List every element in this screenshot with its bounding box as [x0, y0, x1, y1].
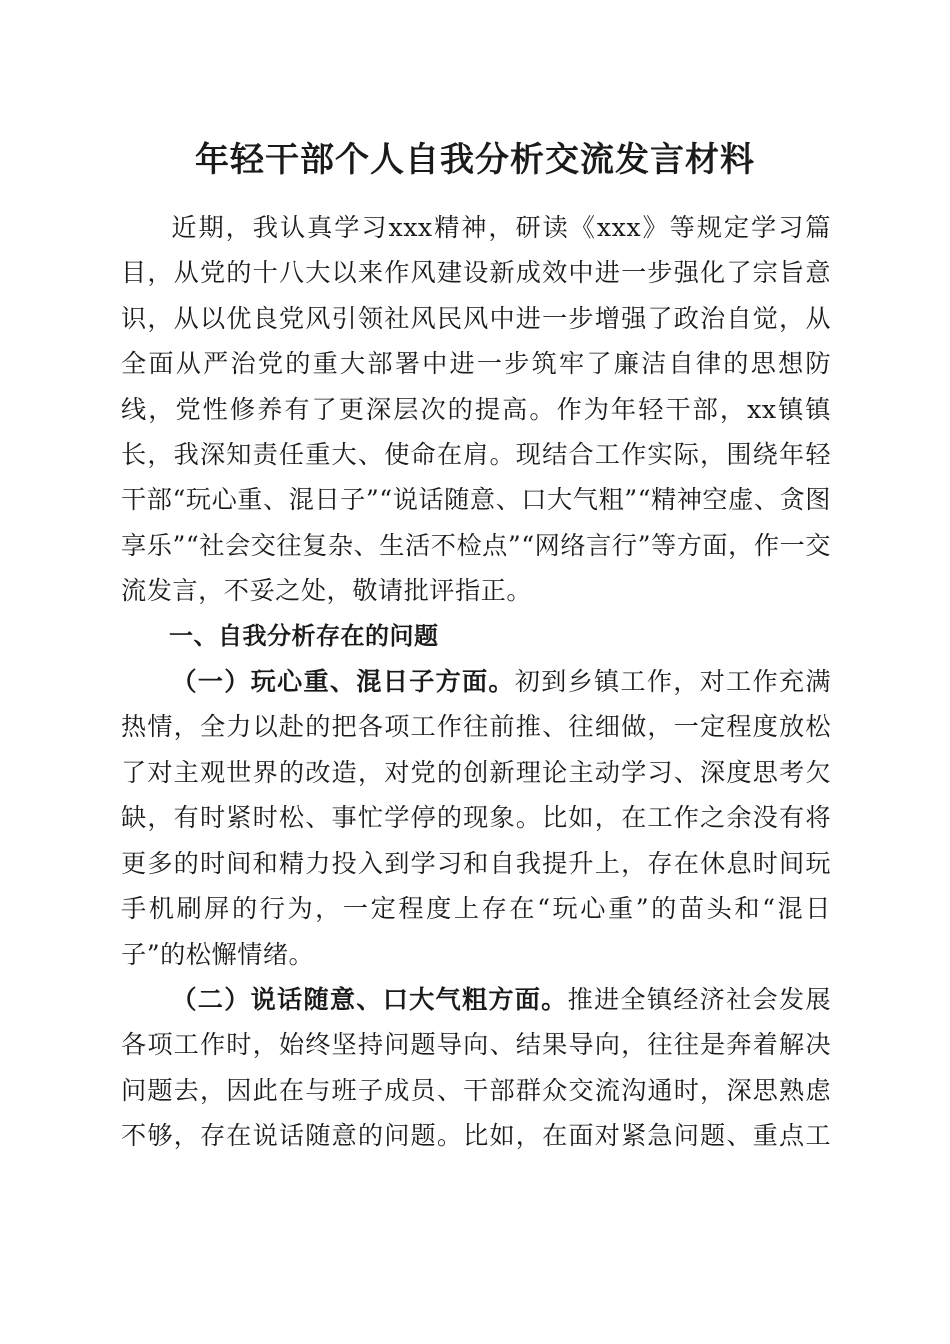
section-heading: 一、自我分析存在的问题	[169, 621, 439, 650]
item-paragraph-1	[121, 659, 831, 977]
document-title: 年轻干部个人自我分析交流发言材料	[195, 140, 755, 180]
item-text-2: 推进全镇经济社会发展各项工作时，始终坚持问题导向、结果导向，往往是奔着解决问题去，因此在与班子成员、干部群众交流沟通时，深思熟虑不够，存在说话随意的问题。比如，在面对紧急问题、重点工	[121, 984, 832, 1151]
item-lead-1: （一）玩心重、混日子方面。	[171, 666, 515, 697]
item-lead-2: （二）说话随意、口大气粗方面。	[171, 983, 568, 1014]
document-body	[121, 205, 831, 1159]
item-paragraph-2	[121, 977, 831, 1159]
item-text-1: 初到乡镇工作，对工作充满热情，全力以赴的把各项工作往前推、往细做，一定程度放松了对主观世界的改造，对党的创新理论主动学习、深度思考欠缺，有时紧时松、事忙学停的现象。比如，在工作之余没有将更多的时间和精力投入到学习和自我提升上，存在休息时间玩手机刷屏的行为，一定程度上存在“玩心重”的苗头和“混日子”的松懈情绪。	[121, 667, 832, 969]
intro-paragraph: 近期，我认真学习xxx精神，研读《xxx》等规定学习篇目，从党的十八大以来作风建设新成效中进一步强化了宗旨意识，从以优良党风引领社风民风中进一步增强了政治自觉，从全面从严治党的重大部署中进一步筑牢了廉洁自律的思想防线，党性修养有了更深层次的提高。作为年轻干部，xx镇镇长，我深知责任重大、使命在肩。现结合工作实际，围绕年轻干部“玩心重、混日子”“说话随意、口大气粗”“精神空虚、贪图享乐”“社会交往复杂、生活不检点”“网络言行”等方面，作一交流发言，不妥之处，敬请批评指正。	[121, 213, 831, 606]
